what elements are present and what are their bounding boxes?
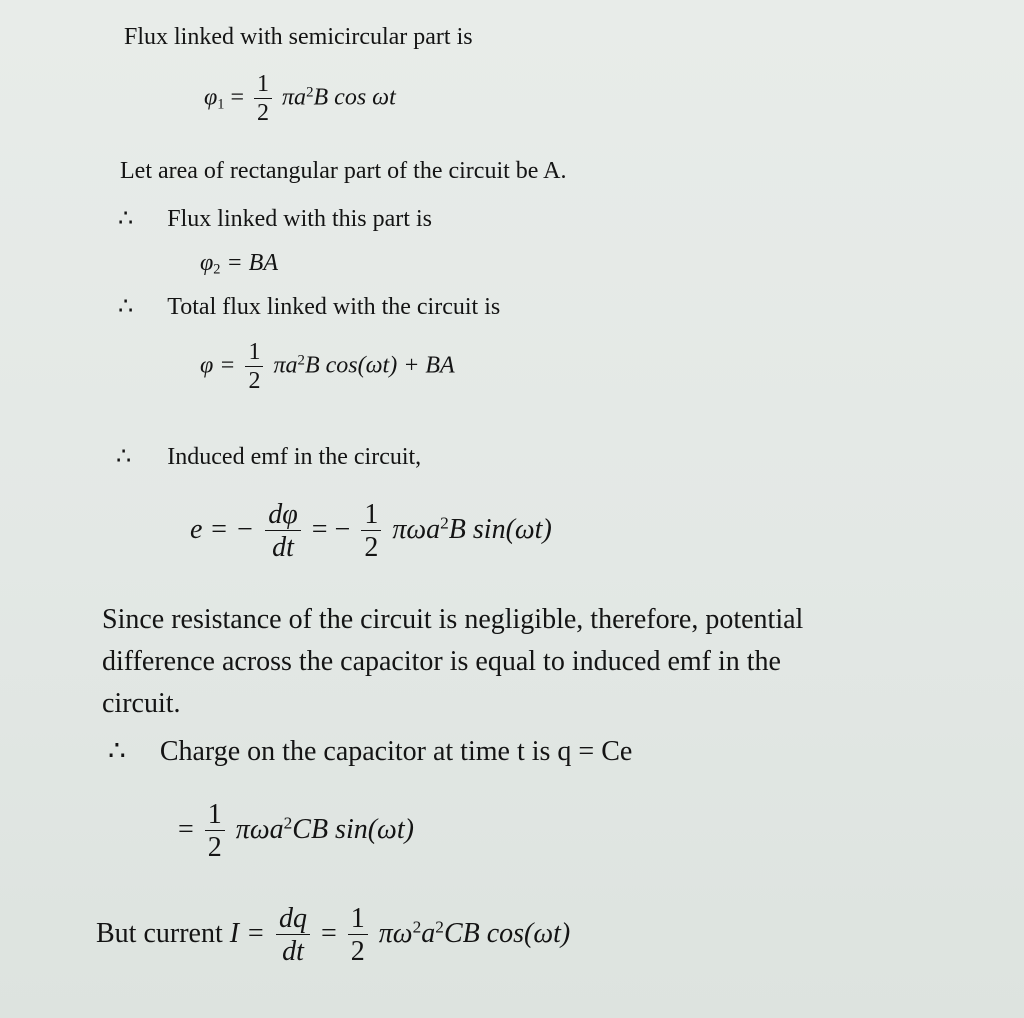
text-charge-capacitor: ∴ Charge on the capacitor at time t is q = Ce: [108, 736, 633, 767]
text-rectangular-area: Let area of rectangular part of the circuit be A.: [120, 158, 567, 184]
equation-current: But current I = $\frac{dq}{dt}$ = $\frac{1}{2}$ $\pi\omega^2a^2CB$ cos(ωt): [96, 903, 571, 968]
paragraph-line-3: circuit.: [102, 688, 181, 719]
text-flux-this-part: ∴ Flux linked with this part is: [118, 206, 432, 232]
text-total-flux: ∴ Total flux linked with the circuit is: [118, 294, 501, 320]
paragraph-line-1: Since resistance of the circuit is negligible, therefore, potential: [102, 604, 804, 635]
equation-total-flux: φ = $\frac{1}{2}$ $\pi a^2B$ cos(ωt) + BA: [200, 339, 455, 395]
equation-phi1: φ1 = $\frac{1}{2}$ $\pi a^2B$ cos ωt: [204, 71, 396, 127]
equation-emf: e = − $\frac{d\varphi}{dt}$ = − $\frac{1}{2}$ πωa$^2$B sin(ωt): [190, 499, 552, 564]
equation-phi2: φ2 = BA: [200, 250, 278, 278]
text-induced-emf: ∴ Induced emf in the circuit,: [116, 444, 422, 470]
paragraph-line-2: difference across the capacitor is equal to induced emf in the: [102, 646, 781, 677]
text-flux-semicircular: Flux linked with semicircular part is: [124, 24, 473, 50]
equation-charge: = $\frac{1}{2}$ πωa$^2$CB sin(ωt): [178, 799, 414, 864]
